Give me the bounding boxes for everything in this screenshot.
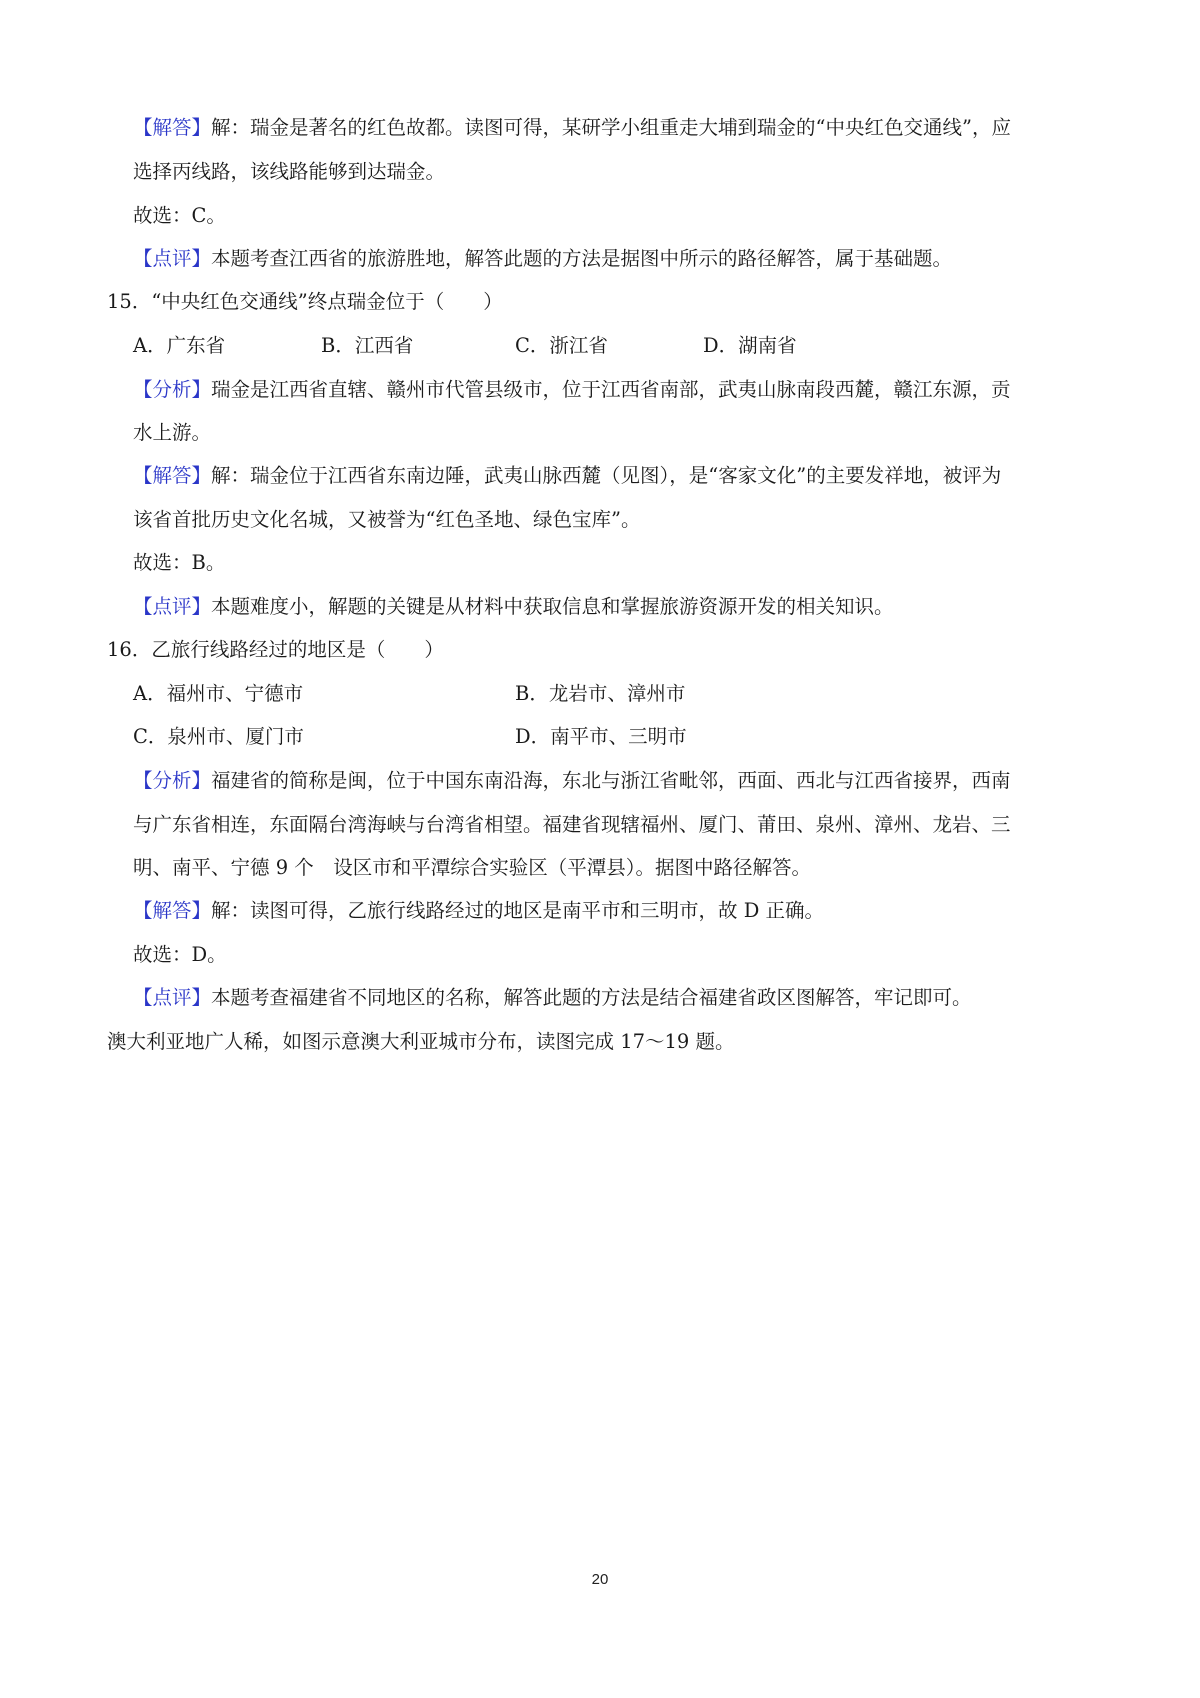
- q15-option-a: A．广东省: [133, 334, 226, 357]
- q16-analysis-line-2: 与广东省相连，东面隔台湾海峡与台湾省相望。福建省现辖福州、厦门、莆田、泉州、漳州、龙岩、三: [133, 813, 1011, 836]
- q15-option-c: C．浙江省: [515, 334, 608, 357]
- q15-analysis-text-1: 瑞金是江西省直辖、赣州市代管县级市，位于江西省南部，武夷山脉南段西麓，赣江东源，贡: [211, 378, 1011, 401]
- q16-option-a: A．福州市、宁德市: [133, 682, 304, 705]
- q15-analysis-line-2: 水上游。: [133, 421, 212, 444]
- q15-answer-text-1: 解：瑞金位于江西省东南边陲，武夷山脉西麓（见图），是“客家文化”的主要发祥地，被评为: [211, 464, 1002, 487]
- q16-analysis-line-3: 明、南平、宁德 9 个 设区市和平潭综合实验区（平潭县）。据图中路径解答。: [133, 856, 812, 879]
- q15-answer-line-2: 该省首批历史文化名城，又被誉为“红色圣地、绿色宝库”。: [133, 508, 641, 531]
- q16-comment-text: 本题考查福建省不同地区的名称，解答此题的方法是结合福建省政区图解答，牢记即可。: [211, 986, 972, 1009]
- q14-answer-text-1: 解：瑞金是著名的红色故都。读图可得，某研学小组重走大埔到瑞金的“中央红色交通线”，应: [211, 116, 1011, 139]
- q16-option-b: B．龙岩市、漳州市: [515, 682, 686, 705]
- answer-tag: 【解答】: [133, 464, 212, 487]
- q15-option-d: D．湖南省: [703, 334, 797, 357]
- q15-comment: [133, 592, 894, 622]
- q15-choice: 故选：B。: [133, 551, 226, 574]
- comment-tag: 【点评】: [133, 986, 212, 1009]
- comment-tag: 【点评】: [133, 247, 212, 270]
- q16-answer-text: 解：读图可得，乙旅行线路经过的地区是南平市和三明市，故 D 正确。: [211, 899, 825, 922]
- q15-stem: 15．“中央红色交通线”终点瑞金位于（ ）: [107, 290, 503, 313]
- q15-answer-line-1: [133, 461, 1001, 491]
- q16-option-d: D．南平市、三明市: [515, 725, 687, 748]
- q16-analysis-text-1: 福建省的简称是闽，位于中国东南沿海，东北与浙江省毗邻，西面、西北与江西省接界，西南: [211, 769, 1011, 792]
- analysis-tag: 【分析】: [133, 378, 212, 401]
- comment-tag: 【点评】: [133, 595, 212, 618]
- q14-choice: 故选：C。: [133, 204, 226, 227]
- q15-option-b: B．江西省: [321, 334, 414, 357]
- q15-analysis-line-1: [133, 375, 1011, 405]
- q14-answer-line-1: [133, 113, 1011, 143]
- q16-stem: 16．乙旅行线路经过的地区是（ ）: [107, 638, 444, 661]
- section-intro: 澳大利亚地广人稀，如图示意澳大利亚城市分布，读图完成 17～19 题。: [107, 1030, 735, 1053]
- page-number: 20: [591, 1571, 609, 1588]
- q14-comment: [133, 244, 952, 274]
- q16-option-c: C．泉州市、厦门市: [133, 725, 304, 748]
- q16-answer: [133, 896, 824, 926]
- analysis-tag: 【分析】: [133, 769, 212, 792]
- answer-tag: 【解答】: [133, 899, 212, 922]
- q16-choice: 故选：D。: [133, 943, 227, 966]
- q14-answer-line-2: 选择丙线路，该线路能够到达瑞金。: [133, 160, 446, 183]
- q15-comment-text: 本题难度小，解题的关键是从材料中获取信息和掌握旅游资源开发的相关知识。: [211, 595, 894, 618]
- q16-analysis-line-1: [133, 766, 1011, 796]
- q14-comment-text: 本题考查江西省的旅游胜地，解答此题的方法是据图中所示的路径解答，属于基础题。: [211, 247, 953, 270]
- q16-comment: [133, 983, 972, 1013]
- answer-tag: 【解答】: [133, 116, 212, 139]
